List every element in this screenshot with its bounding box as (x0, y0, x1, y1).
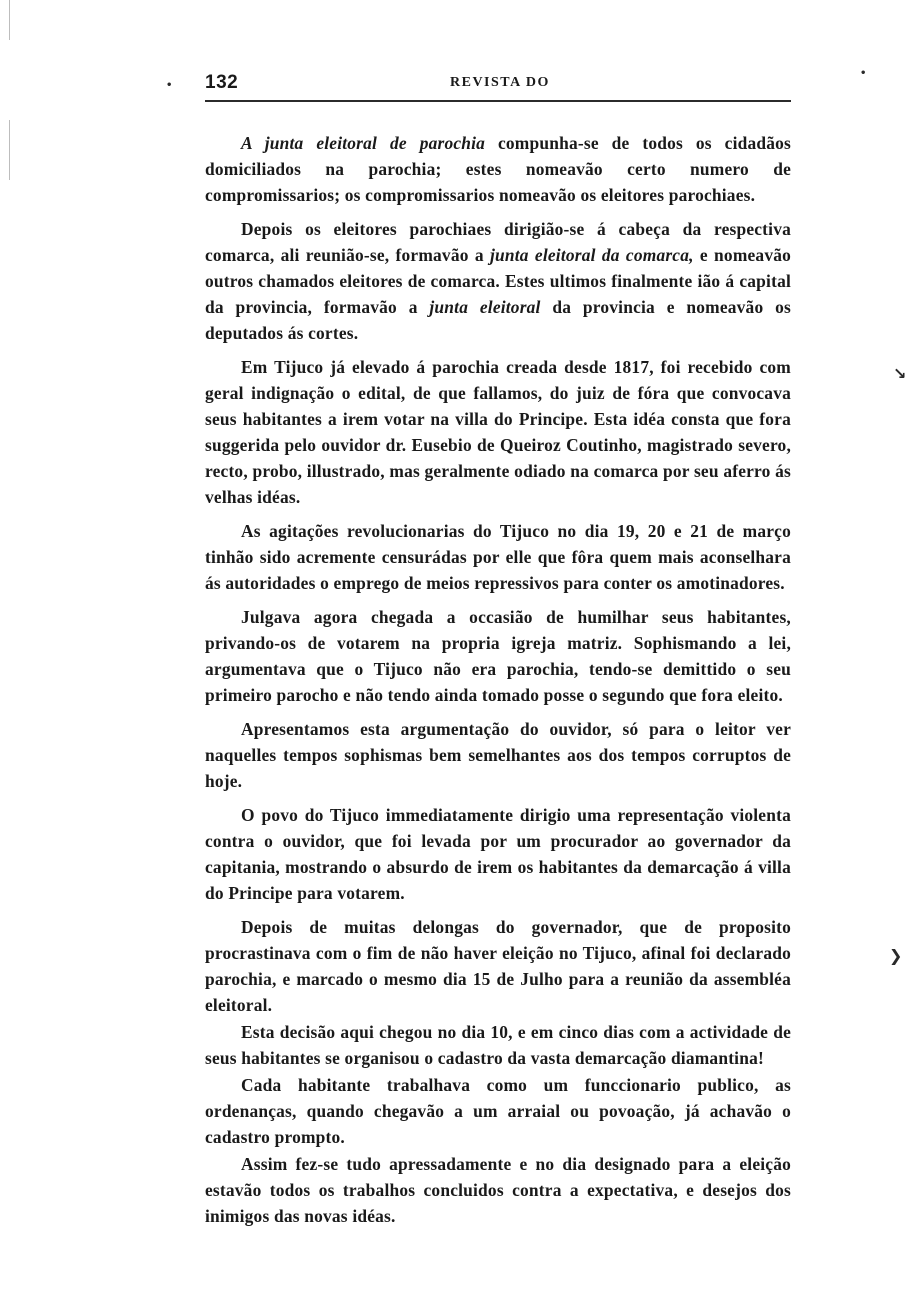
header-rule (205, 100, 791, 102)
page-header (205, 72, 791, 98)
binding-edge-mark (9, 0, 10, 40)
margin-speck: ↘ (893, 364, 907, 383)
margin-speck: ❯ (889, 946, 903, 965)
binding-edge-mark (9, 120, 10, 180)
body-text (205, 130, 791, 1230)
margin-speck: • (166, 80, 173, 91)
paragraph: As agitações revolucionarias do Tijuco no dia 19, 20 e 21 de março tinhão sido acremente censurádas por elle que fôra quem mais aconselhara ás autoridades o emprego de meios repressivos para conter os amotinadores. (205, 521, 791, 593)
paragraph: Julgava agora chegada a occasião de humilhar seus habitantes, privando-os de votarem na propria igreja matriz. Sophismando a lei, argumentava que o Tijuco não era parochia, tendo-se demittido o seu primeiro parocho e não tendo ainda tomado posse o segundo que fora eleito. (205, 607, 791, 705)
paragraph-text: e nomeavão outros chamados eleitores de comarca. Estes ultimos finalmente ião á capital da provincia, formavão a (205, 245, 792, 317)
running-head: REVISTA DO (450, 75, 550, 90)
paragraph: Depois de muitas delongas do governador, que de proposito procrastinava com o fim de não haver eleição no Tijuco, afinal foi declarado parochia, e marcado o mesmo dia 15 de Julho para a reunião da assembléa eleitoral. (205, 917, 791, 1015)
italic-term: junta eleitoral (429, 297, 541, 317)
paragraph: Assim fez-se tudo apressadamente e no dia designado para a eleição estavão todos os trabalhos concluidos contra a expectativa, e desejos dos inimigos das novas idéas. (205, 1154, 791, 1226)
paragraph-text: Depois os eleitores parochiaes dirigião-se á cabeça da respectiva comarca, ali reunião-se, formavão a (205, 219, 791, 265)
paragraph: Esta decisão aqui chegou no dia 10, e em cinco dias com a actividade de seus habitantes se organisou o cadastro da vasta demarcação diamantina! (205, 1022, 791, 1068)
paragraph: Em Tijuco já elevado á parochia creada desde 1817, foi recebido com geral indignação o edital, de que fallamos, do juiz de fóra que convocava seus habitantes a irem votar na villa do Principe. Esta idéa consta que fora suggerida pelo ouvidor dr. Eusebio de Queiroz Coutinho, magistrado severo, recto, probo, illustrado, mas geralmente odiado na comarca por seu aferro ás velhas idéas. (205, 357, 791, 507)
paragraph-text: da provincia e nomeavão os deputados ás cortes. (205, 297, 791, 343)
paragraph (205, 216, 791, 346)
paragraph (205, 130, 791, 208)
italic-term: junta eleitoral da comarca, (489, 245, 694, 265)
paragraph: Cada habitante trabalhava como um funccionario publico, as ordenanças, quando chegavão a um arraial ou povoação, já achavão o cadastro prompto. (205, 1075, 791, 1147)
paragraph: O povo do Tijuco immediatamente dirigio uma representação violenta contra o ouvidor, que foi levada por um procurador ao governador da capitania, mostrando o absurdo de irem os habitantes da demarcação á villa do Principe para votarem. (205, 805, 791, 903)
paragraph: Apresentamos esta argumentação do ouvidor, só para o leitor ver naquelles tempos sophismas bem semelhantes aos dos tempos corruptos de hoje. (205, 719, 791, 791)
italic-term: A junta eleitoral de parochia (241, 133, 486, 153)
paragraph-text: compunha-se de todos os cidadãos domiciliados na parochia; estes nomeavão certo numero de compromissarios; os compromissarios nomeavão os eleitores parochiaes. (205, 133, 791, 205)
page-number: 132 (205, 72, 239, 93)
margin-speck: • (860, 68, 867, 79)
